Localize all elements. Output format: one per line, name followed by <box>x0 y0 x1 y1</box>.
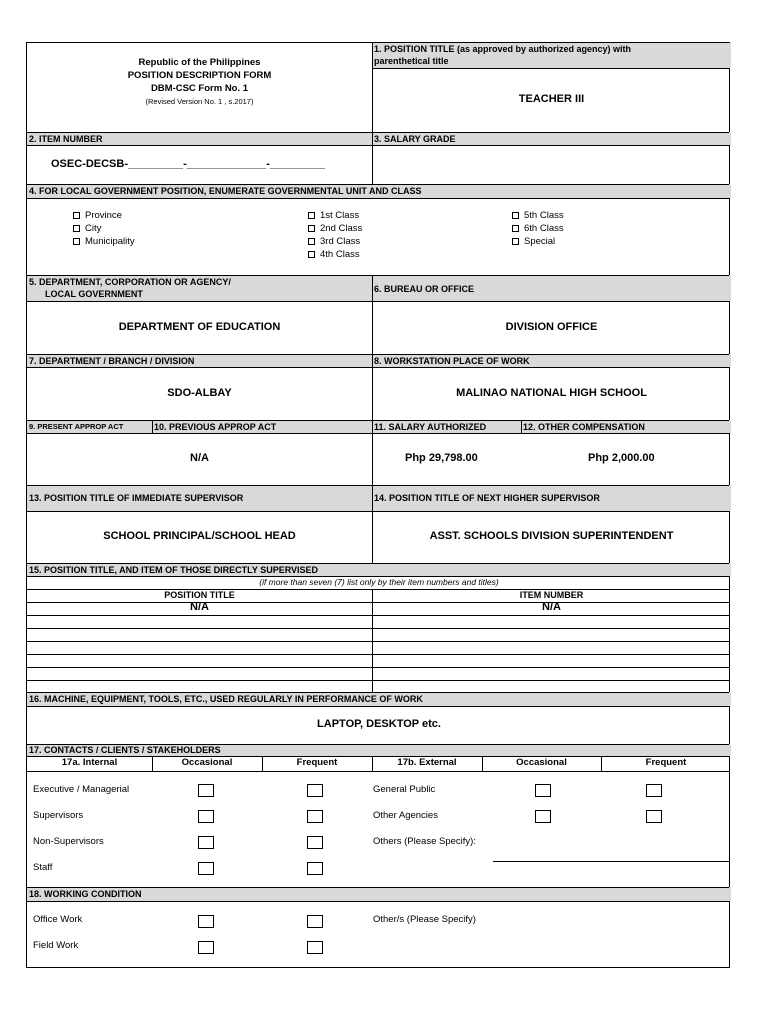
salary-authorized-label: 11. SALARY AUTHORIZED <box>374 422 487 432</box>
other-conditions-row: Other/s (Please Specify) <box>373 914 476 925</box>
position-title-column-header: POSITION TITLE <box>164 590 235 600</box>
higher-supervisor-value[interactable]: ASST. SCHOOLS DIVISION SUPERINTENDENT <box>429 530 674 542</box>
position-description-form <box>26 42 730 968</box>
executive-frequent-checkbox[interactable] <box>307 784 323 797</box>
first-class-option: 1st Class <box>320 210 360 221</box>
position-title-label: 1. POSITION TITLE (as approved by authorized agency) with <box>374 44 632 54</box>
staff-occasional-checkbox[interactable] <box>198 862 214 875</box>
branch-value[interactable]: SDO-ALBAY <box>167 387 232 399</box>
salary-grade-label: 3. SALARY GRADE <box>374 134 456 144</box>
province-checkbox[interactable] <box>73 212 80 219</box>
general-public-row: General Public <box>373 784 436 795</box>
fifth-class-checkbox[interactable] <box>512 212 519 219</box>
office-work-row: Office Work <box>33 914 83 925</box>
supervised-item-value[interactable]: N/A <box>542 601 561 613</box>
approp-value[interactable]: N/A <box>190 452 209 464</box>
department-label: 5. DEPARTMENT, CORPORATION OR AGENCY/ <box>29 277 231 287</box>
item-number-value[interactable]: OSEC-DECSB-_________-_____________-_________ <box>51 158 325 170</box>
contacts-label: 17. CONTACTS / CLIENTS / STAKEHOLDERS <box>29 745 221 755</box>
supervisors-frequent-checkbox[interactable] <box>307 810 323 823</box>
supervised-note: (if more than seven (7) list only by their item numbers and titles) <box>259 577 499 587</box>
non-supervisors-frequent-checkbox[interactable] <box>307 836 323 849</box>
general-public-occasional-checkbox[interactable] <box>535 784 551 797</box>
bureau-value[interactable]: DIVISION OFFICE <box>505 321 598 333</box>
workstation-label: 8. WORKSTATION PLACE OF WORK <box>374 356 530 366</box>
others-specify-row: Others (Please Specify): <box>373 836 476 847</box>
external-occasional-header: Occasional <box>516 757 567 768</box>
internal-frequent-header: Frequent <box>296 757 338 768</box>
supervisors-row: Supervisors <box>33 810 84 821</box>
header-form-title: POSITION DESCRIPTION FORM <box>127 70 272 81</box>
field-work-frequent-checkbox[interactable] <box>307 941 323 954</box>
branch-label: 7. DEPARTMENT / BRANCH / DIVISION <box>29 356 195 366</box>
other-agencies-occasional-checkbox[interactable] <box>535 810 551 823</box>
fourth-class-checkbox[interactable] <box>308 251 315 258</box>
executive-managerial-row: Executive / Managerial <box>33 784 130 795</box>
non-supervisors-row: Non-Supervisors <box>33 836 104 847</box>
internal-occasional-header: Occasional <box>181 757 233 768</box>
department-label-2: LOCAL GOVERNMENT <box>45 289 143 299</box>
supervisors-occasional-checkbox[interactable] <box>198 810 214 823</box>
working-condition-label: 18. WORKING CONDITION <box>29 889 142 899</box>
other-compensation-label: 12. OTHER COMPENSATION <box>523 422 645 432</box>
other-agencies-frequent-checkbox[interactable] <box>646 810 662 823</box>
position-title-label-2: parenthetical title <box>374 56 449 66</box>
supervised-title-value[interactable]: N/A <box>190 601 209 613</box>
city-option: City <box>85 223 102 234</box>
fourth-class-option: 4th Class <box>320 249 360 260</box>
field-work-occasional-checkbox[interactable] <box>198 941 214 954</box>
equipment-label: 16. MACHINE, EQUIPMENT, TOOLS, ETC., USED REGULARLY IN PERFORMANCE OF WORK <box>29 694 423 704</box>
lgu-class-label: 4. FOR LOCAL GOVERNMENT POSITION, ENUMERATE GOVERNMENTAL UNIT AND CLASS <box>29 186 422 196</box>
bureau-label: 6. BUREAU OR OFFICE <box>374 284 475 294</box>
position-title-value[interactable]: TEACHER III <box>518 93 585 105</box>
internal-header: 17a. Internal <box>61 757 118 768</box>
salary-grade-value[interactable] <box>373 146 730 183</box>
immediate-supervisor-label: 13. POSITION TITLE OF IMMEDIATE SUPERVISOR <box>29 493 244 503</box>
second-class-option: 2nd Class <box>320 223 363 234</box>
form-header <box>27 56 372 108</box>
header-form-number: DBM-CSC Form No. 1 <box>150 83 249 94</box>
external-header: 17b. External <box>397 757 457 768</box>
staff-frequent-checkbox[interactable] <box>307 862 323 875</box>
general-public-frequent-checkbox[interactable] <box>646 784 662 797</box>
municipality-option: Municipality <box>85 236 135 247</box>
other-compensation-value[interactable]: Php 2,000.00 <box>588 452 655 464</box>
department-value[interactable]: DEPARTMENT OF EDUCATION <box>118 321 281 333</box>
municipality-checkbox[interactable] <box>73 238 80 245</box>
sixth-class-option: 6th Class <box>524 223 564 234</box>
field-work-row: Field Work <box>33 940 79 951</box>
other-agencies-row: Other Agencies <box>373 810 438 821</box>
higher-supervisor-label: 14. POSITION TITLE OF NEXT HIGHER SUPERVISOR <box>374 493 600 503</box>
external-frequent-header: Frequent <box>645 757 687 768</box>
executive-occasional-checkbox[interactable] <box>198 784 214 797</box>
third-class-option: 3rd Class <box>320 236 361 247</box>
special-class-option: Special <box>524 236 556 247</box>
item-number-label: 2. ITEM NUMBER <box>29 134 103 144</box>
workstation-value[interactable]: MALINAO NATIONAL HIGH SCHOOL <box>456 387 647 399</box>
immediate-supervisor-value[interactable]: SCHOOL PRINCIPAL/SCHOOL HEAD <box>103 530 296 542</box>
office-work-frequent-checkbox[interactable] <box>307 915 323 928</box>
salary-authorized-value[interactable]: Php 29,798.00 <box>405 452 478 464</box>
supervised-label: 15. POSITION TITLE, AND ITEM OF THOSE DIRECTLY SUPERVISED <box>29 565 319 575</box>
header-revision: (Revised Version No. 1 , s.2017) <box>145 97 254 106</box>
first-class-checkbox[interactable] <box>308 212 315 219</box>
city-checkbox[interactable] <box>73 225 80 232</box>
province-option: Province <box>85 210 122 221</box>
staff-row: Staff <box>33 862 53 873</box>
equipment-value[interactable]: LAPTOP, DESKTOP etc. <box>317 718 441 730</box>
header-republic: Republic of the Philippines <box>138 57 261 68</box>
others-specify-line <box>493 861 729 862</box>
third-class-checkbox[interactable] <box>308 238 315 245</box>
item-number-column-header: ITEM NUMBER <box>519 590 584 600</box>
office-work-occasional-checkbox[interactable] <box>198 915 214 928</box>
non-supervisors-occasional-checkbox[interactable] <box>198 836 214 849</box>
second-class-checkbox[interactable] <box>308 225 315 232</box>
fifth-class-option: 5th Class <box>524 210 564 221</box>
previous-approp-label: 10. PREVIOUS APPROP ACT <box>154 422 277 432</box>
special-class-checkbox[interactable] <box>512 238 519 245</box>
present-approp-label: 9. PRESENT APPROP ACT <box>29 422 124 431</box>
sixth-class-checkbox[interactable] <box>512 225 519 232</box>
